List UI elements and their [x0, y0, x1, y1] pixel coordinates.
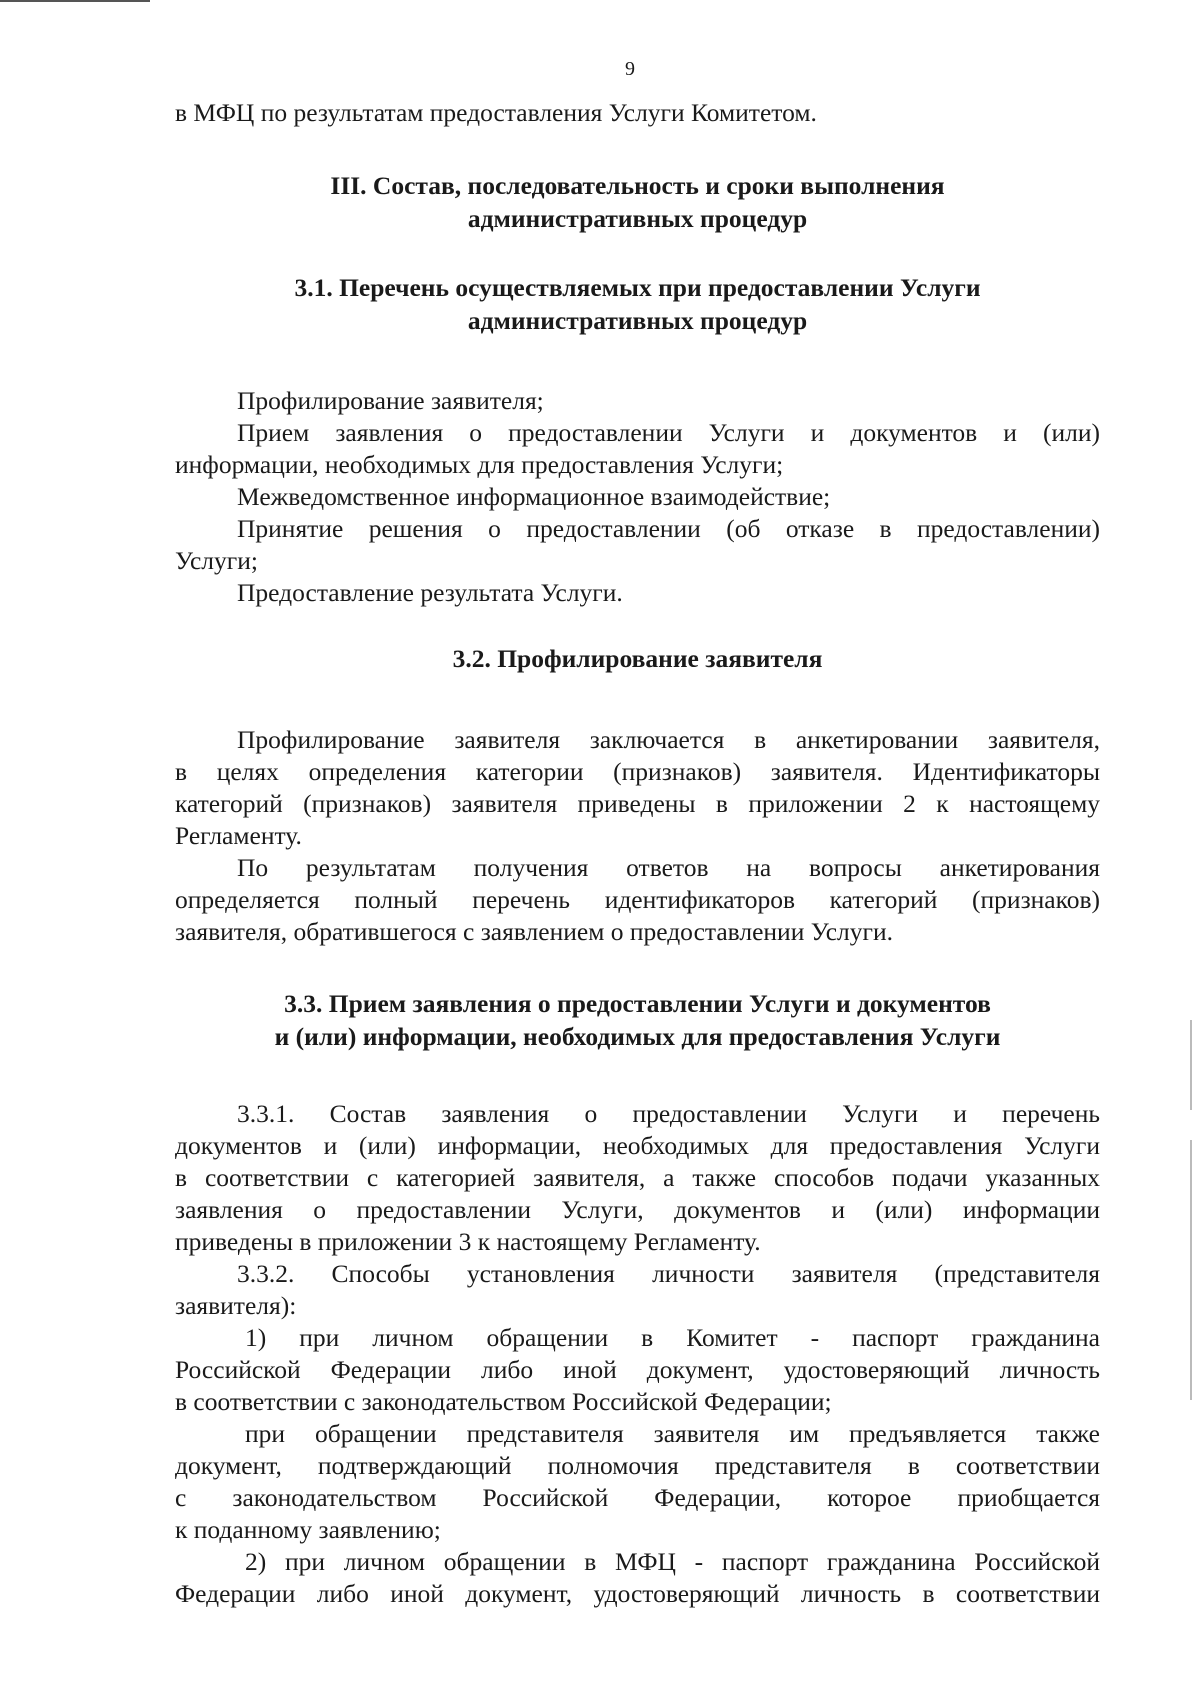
- procedure-item: Профилирование заявителя;: [237, 386, 544, 415]
- paragraph-line: Российской Федерации либо иной документ, удостоверяющий личность: [175, 1355, 1100, 1384]
- reception-paragraphs: [175, 1098, 1100, 1610]
- paragraph-line: категорий (признаков) заявителя приведены в приложении 2 к настоящему: [175, 789, 1100, 818]
- heading-line: административных процедур: [467, 306, 808, 335]
- procedure-item: Межведомственное информационное взаимодействие;: [237, 482, 831, 511]
- paragraph-line: документ, подтверждающий полномочия представителя в соответствии: [175, 1451, 1100, 1480]
- paragraph-line: 1) при личном обращении в Комитет - паспорт гражданина: [245, 1323, 1100, 1352]
- section-heading-line: административных процедур: [467, 204, 808, 233]
- subsection-heading-3-3: [175, 987, 1100, 1053]
- scan-margin-mark: [1190, 1020, 1192, 1110]
- paragraph-line: в целях определения категории (признаков) заявителя. Идентификаторы: [175, 757, 1100, 786]
- procedure-item-continuation: информации, необходимых для предоставления Услуги;: [175, 450, 784, 479]
- paragraph-line: документов и (или) информации, необходимых для предоставления Услуги: [175, 1131, 1100, 1160]
- paragraph-line: в соответствии с категорией заявителя, а также способов подачи указанных: [175, 1163, 1100, 1192]
- procedure-item-continuation: Услуги;: [175, 546, 258, 575]
- heading-line: 3.3. Прием заявления о предоставлении Услуги и документов: [284, 989, 991, 1018]
- page-number: 9: [625, 58, 635, 80]
- paragraph-line: 2) при личном обращении в МФЦ - паспорт гражданина Российской: [245, 1547, 1100, 1576]
- procedures-list: [175, 385, 1100, 609]
- paragraph-line: в соответствии с законодательством Российской Федерации;: [175, 1387, 832, 1416]
- paragraph-line: при обращении представителя заявителя им предъявляется также: [245, 1419, 1100, 1448]
- section-heading: [175, 169, 1100, 235]
- heading-line: 3.1. Перечень осуществляемых при предоставлении Услуги: [294, 273, 981, 302]
- paragraph-line: определяется полный перечень идентификаторов категорий (признаков): [175, 885, 1100, 914]
- subsection-heading-3-2: 3.2. Профилирование заявителя: [452, 644, 823, 673]
- heading-line: и (или) информации, необходимых для предоставления Услуги: [274, 1022, 1001, 1051]
- paragraph-line: 3.3.2. Способы установления личности заявителя (представителя: [237, 1259, 1100, 1288]
- paragraph-line: заявителя, обратившегося с заявлением о предоставлении Услуги.: [175, 917, 893, 946]
- paragraph-line: приведены в приложении 3 к настоящему Регламенту.: [175, 1227, 761, 1256]
- paragraph-line: Регламенту.: [175, 821, 302, 850]
- paragraph-line: Профилирование заявителя заключается в анкетировании заявителя,: [237, 725, 1100, 754]
- scan-margin-mark: [1190, 1140, 1192, 1400]
- profiling-paragraphs: [175, 724, 1100, 948]
- intro-line: в МФЦ по результатам предоставления Услуги Комитетом.: [175, 98, 817, 127]
- paragraph-line: с законодательством Российской Федерации, которое приобщается: [175, 1483, 1100, 1512]
- section-heading-line: III. Состав, последовательность и сроки выполнения: [330, 171, 945, 200]
- paragraph-line: По результатам получения ответов на вопросы анкетирования: [237, 853, 1100, 882]
- paragraph-line: 3.3.1. Состав заявления о предоставлении Услуги и перечень: [237, 1099, 1100, 1128]
- procedure-item: Предоставление результата Услуги.: [237, 578, 623, 607]
- scan-edge-line: [0, 0, 150, 2]
- paragraph-line: к поданному заявлению;: [175, 1515, 441, 1544]
- paragraph-line: заявления о предоставлении Услуги, документов и (или) информации: [175, 1195, 1100, 1224]
- procedure-item: Прием заявления о предоставлении Услуги и документов и (или): [237, 418, 1100, 447]
- paragraph-line: заявителя):: [175, 1291, 297, 1320]
- procedure-item: Принятие решения о предоставлении (об отказе в предоставлении): [237, 514, 1100, 543]
- paragraph-line: Федерации либо иной документ, удостоверяющий личность в соответствии: [175, 1579, 1100, 1608]
- subsection-heading-3-1: [175, 271, 1100, 337]
- document-page: [175, 58, 1100, 1610]
